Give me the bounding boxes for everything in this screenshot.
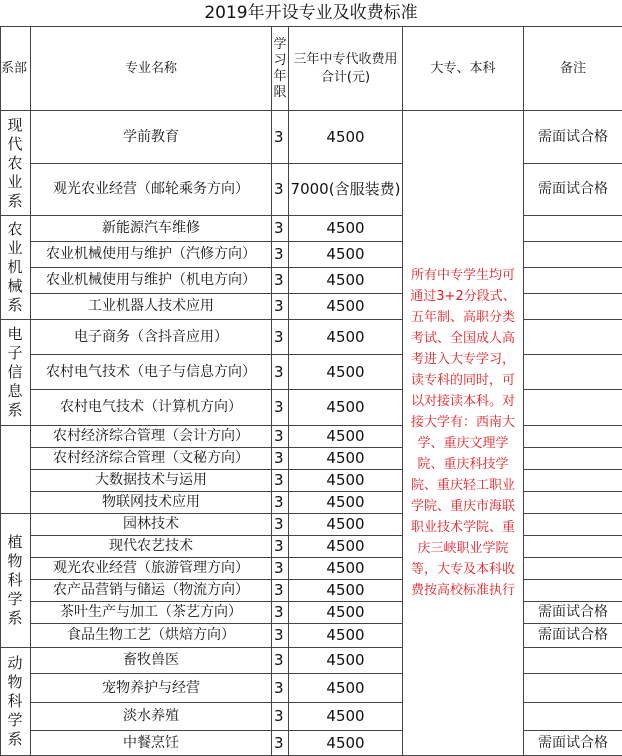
note-cell <box>524 470 622 492</box>
header-dept: 系部 <box>1 27 31 111</box>
note-cell <box>524 580 622 602</box>
header-fee: 三年中专代收费用合计(元) <box>289 27 403 111</box>
major-cell: 工业机器人技术应用 <box>31 294 272 320</box>
fee-cell: 4500 <box>289 268 403 294</box>
fee-cell: 4500 <box>289 648 403 674</box>
note-cell <box>524 242 622 268</box>
table-row <box>1 111 622 164</box>
major-cell: 农产品营销与储运（物流方向） <box>31 580 272 602</box>
table-row <box>1 731 622 756</box>
years-cell: 3 <box>272 426 289 448</box>
years-cell: 3 <box>272 558 289 580</box>
fee-cell: 4500 <box>289 426 403 448</box>
years-cell: 3 <box>272 492 289 514</box>
dept-cell: 植物科学系 <box>1 514 31 648</box>
major-cell: 学前教育 <box>31 111 272 164</box>
years-cell: 3 <box>272 536 289 558</box>
major-cell: 畜牧兽医 <box>31 648 272 674</box>
table-row <box>1 320 622 355</box>
table-row <box>1 624 622 648</box>
years-cell: 3 <box>272 731 289 756</box>
years-cell: 3 <box>272 164 289 216</box>
note-cell <box>524 320 622 355</box>
table-row <box>1 558 622 580</box>
major-cell: 观光农业经营（旅游管理方向） <box>31 558 272 580</box>
note-cell <box>524 558 622 580</box>
years-cell: 3 <box>272 580 289 602</box>
note-cell <box>524 536 622 558</box>
years-cell: 3 <box>272 242 289 268</box>
fee-cell: 4500 <box>289 624 403 648</box>
dept-cell: 现代农业系 <box>1 111 31 216</box>
header-higher: 大专、本科 <box>403 27 524 111</box>
years-cell: 3 <box>272 216 289 242</box>
fee-cell: 4500 <box>289 731 403 756</box>
fee-cell: 4500 <box>289 703 403 731</box>
major-cell: 淡水养殖 <box>31 703 272 731</box>
major-cell: 现代农艺技术 <box>31 536 272 558</box>
years-cell: 3 <box>272 703 289 731</box>
fee-cell: 4500 <box>289 355 403 390</box>
table-row <box>1 426 622 448</box>
fee-table <box>0 26 622 756</box>
note-cell <box>524 492 622 514</box>
table-row <box>1 602 622 624</box>
note-cell <box>524 426 622 448</box>
years-cell: 3 <box>272 268 289 294</box>
dept-cell <box>1 426 31 514</box>
table-row <box>1 492 622 514</box>
table-row <box>1 355 622 390</box>
major-cell: 农村电气技术（电子与信息方向） <box>31 355 272 390</box>
table-row <box>1 242 622 268</box>
table-row <box>1 514 622 536</box>
note-cell <box>524 648 622 674</box>
dept-cell: 农业机械系 <box>1 216 31 320</box>
header-row <box>1 27 622 111</box>
major-cell: 物联网技术应用 <box>31 492 272 514</box>
fee-cell: 4500 <box>289 558 403 580</box>
note-cell: 需面试合格 <box>524 731 622 756</box>
major-cell: 农村经济综合管理（文秘方向） <box>31 448 272 470</box>
fee-cell: 4500 <box>289 111 403 164</box>
fee-cell: 4500 <box>289 674 403 703</box>
fee-cell: 4500 <box>289 536 403 558</box>
note-cell <box>524 448 622 470</box>
years-cell: 3 <box>272 470 289 492</box>
table-row <box>1 448 622 470</box>
fee-cell: 4500 <box>289 320 403 355</box>
major-cell: 宠物养护与经营 <box>31 674 272 703</box>
header-remark: 备注 <box>524 27 622 111</box>
major-cell: 农业机械使用与维护（机电方向） <box>31 268 272 294</box>
major-cell: 中餐烹饪 <box>31 731 272 756</box>
major-cell: 电子商务（含抖音应用） <box>31 320 272 355</box>
table-row <box>1 164 622 216</box>
note-cell: 需面试合格 <box>524 111 622 164</box>
years-cell: 3 <box>272 320 289 355</box>
fee-cell: 4500 <box>289 390 403 426</box>
major-cell: 食品生物工艺（烘焙方向） <box>31 624 272 648</box>
fee-cell: 4500 <box>289 602 403 624</box>
header-years: 学习年限 <box>272 27 289 111</box>
fee-cell: 7000(含服装费) <box>289 164 403 216</box>
dept-cell: 电子信息系 <box>1 320 31 426</box>
note-cell: 需面试合格 <box>524 164 622 216</box>
table-row <box>1 536 622 558</box>
fee-cell: 4500 <box>289 242 403 268</box>
fee-cell: 4500 <box>289 470 403 492</box>
note-cell <box>524 294 622 320</box>
table-row <box>1 648 622 674</box>
note-cell <box>524 355 622 390</box>
major-cell: 大数据技术与运用 <box>31 470 272 492</box>
years-cell: 3 <box>272 390 289 426</box>
table-row <box>1 580 622 602</box>
fee-cell: 4500 <box>289 216 403 242</box>
years-cell: 3 <box>272 294 289 320</box>
years-cell: 3 <box>272 514 289 536</box>
major-cell: 园林技术 <box>31 514 272 536</box>
years-cell: 3 <box>272 648 289 674</box>
page-title: 2019年开设专业及收费标准 <box>0 0 622 26</box>
years-cell: 3 <box>272 674 289 703</box>
fee-cell: 4500 <box>289 492 403 514</box>
major-cell: 农村电气技术（计算机方向） <box>31 390 272 426</box>
table-row <box>1 294 622 320</box>
fee-cell: 4500 <box>289 514 403 536</box>
table-row <box>1 703 622 731</box>
table-row <box>1 216 622 242</box>
note-cell: 需面试合格 <box>524 602 622 624</box>
years-cell: 3 <box>272 448 289 470</box>
years-cell: 3 <box>272 355 289 390</box>
table-row <box>1 390 622 426</box>
note-cell <box>524 268 622 294</box>
note-cell <box>524 514 622 536</box>
years-cell: 3 <box>272 111 289 164</box>
note-cell <box>524 674 622 703</box>
major-cell: 观光农业经营（邮轮乘务方向） <box>31 164 272 216</box>
years-cell: 3 <box>272 602 289 624</box>
fee-cell: 4500 <box>289 294 403 320</box>
major-cell: 茶叶生产与加工（茶艺方向） <box>31 602 272 624</box>
table-row <box>1 470 622 492</box>
major-cell: 新能源汽车维修 <box>31 216 272 242</box>
fee-cell: 4500 <box>289 580 403 602</box>
header-major: 专业名称 <box>31 27 272 111</box>
note-cell <box>524 390 622 426</box>
major-cell: 农村经济综合管理（会计方向） <box>31 426 272 448</box>
note-cell: 需面试合格 <box>524 624 622 648</box>
years-cell: 3 <box>272 624 289 648</box>
major-cell: 农业机械使用与维护（汽修方向） <box>31 242 272 268</box>
higher-education-note: 所有中专学生均可通过3+2分段式、五年制、高职分类考试、全国成人高考进入大专学习，读专科的同时，可以对接读本科。对接大学有：西南大学、重庆文理学院、重庆科技学院、重庆轻工职业学院、重庆市海联职业技术学院、重庆三峡职业学院等，大专及本科收费按高校标准执行 <box>403 111 524 756</box>
note-cell <box>524 703 622 731</box>
dept-cell: 动物科学系 <box>1 648 31 756</box>
fee-cell: 4500 <box>289 448 403 470</box>
table-row <box>1 268 622 294</box>
note-cell <box>524 216 622 242</box>
table-row <box>1 674 622 703</box>
